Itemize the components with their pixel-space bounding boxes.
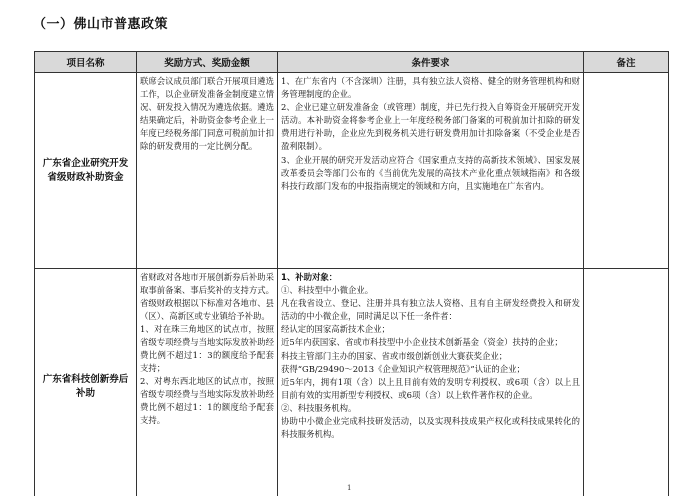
section-title: （一）佛山市普惠政策 — [33, 17, 169, 32]
table-row — [35, 269, 669, 496]
method-paragraph: 联席会议成员部门联合开展项目遴选工作，以企业研发准备金制度建立情况、研发投入情况为遴选依据。遴选结果确定后，补助资金参考企业上一年度已经税务部门同意可税前加计扣除的研发费用的一定比例分配。 — [140, 76, 274, 151]
requirement-paragraph: 科技主管部门主办的国家、省或市级创新创业大赛获奖企业； — [281, 350, 508, 361]
requirement-paragraph: 近5年内获国家、省或市科技型中小企业技术创新基金（资金）扶持的企业； — [281, 337, 563, 348]
policy-table — [34, 51, 669, 496]
page-number: 1 — [347, 484, 352, 492]
project-name-cell: 广东省科技创新券后补助 — [35, 269, 137, 496]
requirement-paragraph: 2、企业已建立研发准备金（或管理）制度，并已先行投入自筹资金开展研究开发活动。本补助资金将参考企业上一年度经税务部门备案的可税前加计扣除的研发费用进行补助，企业应先到税务机关进行研发费用加计扣除备案（不受企业是否盈利限制）。 — [281, 102, 580, 152]
reward-method-cell — [137, 269, 278, 496]
remarks-cell — [584, 269, 669, 496]
requirement-paragraph: 近5年内，拥有1项（含）以上且目前有效的发明专利授权、或6项（含）以上且目前有效的实用新型专利授权、或6项（含）以上软件著作权的企业。 — [281, 376, 580, 400]
requirement-paragraph: 协助中小微企业完成科技研发活动，以及实现科技成果产权化或科技成果转化的科技服务机构。 — [281, 416, 580, 440]
project-name-cell: 广东省企业研究开发省级财政补助资金 — [35, 73, 137, 269]
header-requirements: 条件要求 — [278, 52, 584, 73]
header-project-name: 项目名称 — [35, 52, 137, 73]
requirements-cell — [278, 269, 584, 496]
requirement-paragraph: 获得“GB/29490～2013《企业知识产权管理规范》”认证的企业； — [281, 363, 525, 374]
method-paragraph: 1、对在珠三角地区的试点市，按照省级专项经费与当地实际发放补助经费比例不超过1：3的额度给予配套支持； — [140, 324, 274, 373]
requirement-paragraph: 经认定的国家高新技术企业； — [281, 324, 390, 335]
requirement-paragraph: 3、企业开展的研究开发活动应符合《国家重点支持的高新技术领域》、国家发展改革委员会等部门公布的《当前优先发展的高技术产业化重点领域指南》和各级科技行政部门发布的申报指南规定的领域和方向，且实施地在广东省内。 — [281, 154, 580, 191]
header-reward-method: 奖励方式、奖励金额 — [137, 52, 278, 73]
requirement-paragraph: 凡在我省设立、登记、注册并具有独立法人资格、且有自主研发经费投入和研发活动的中小微企业，同时满足以下任一条件者： — [281, 298, 580, 322]
method-paragraph: 省财政对各地市开展创新券后补助采取事前备案、事后奖补的支持方式。省级财政根据以下标准对各地市、县（区）、高新区或专业镇给予补助。 — [140, 272, 274, 321]
requirement-paragraph: ①、科技型中小微企业。 — [281, 285, 374, 296]
method-paragraph: 2、对粤东西北地区的试点市，按照省级专项经费与当地实际发放补助经费比例不超过1：1的额度给予配套支持。 — [140, 376, 274, 425]
reward-method-cell — [137, 73, 278, 269]
requirement-paragraph: 1、在广东省内（不含深圳）注册，具有独立法人资格、健全的财务管理机构和财务管理制度的企业。 — [281, 76, 580, 100]
requirements-cell — [278, 73, 584, 269]
table-row — [35, 73, 669, 269]
header-remarks: 备注 — [584, 52, 669, 73]
requirement-heading: 1、补助对象： — [281, 272, 338, 282]
requirement-paragraph: ②、科技服务机构。 — [281, 402, 357, 413]
table-header-row — [35, 52, 669, 73]
remarks-cell — [584, 73, 669, 269]
